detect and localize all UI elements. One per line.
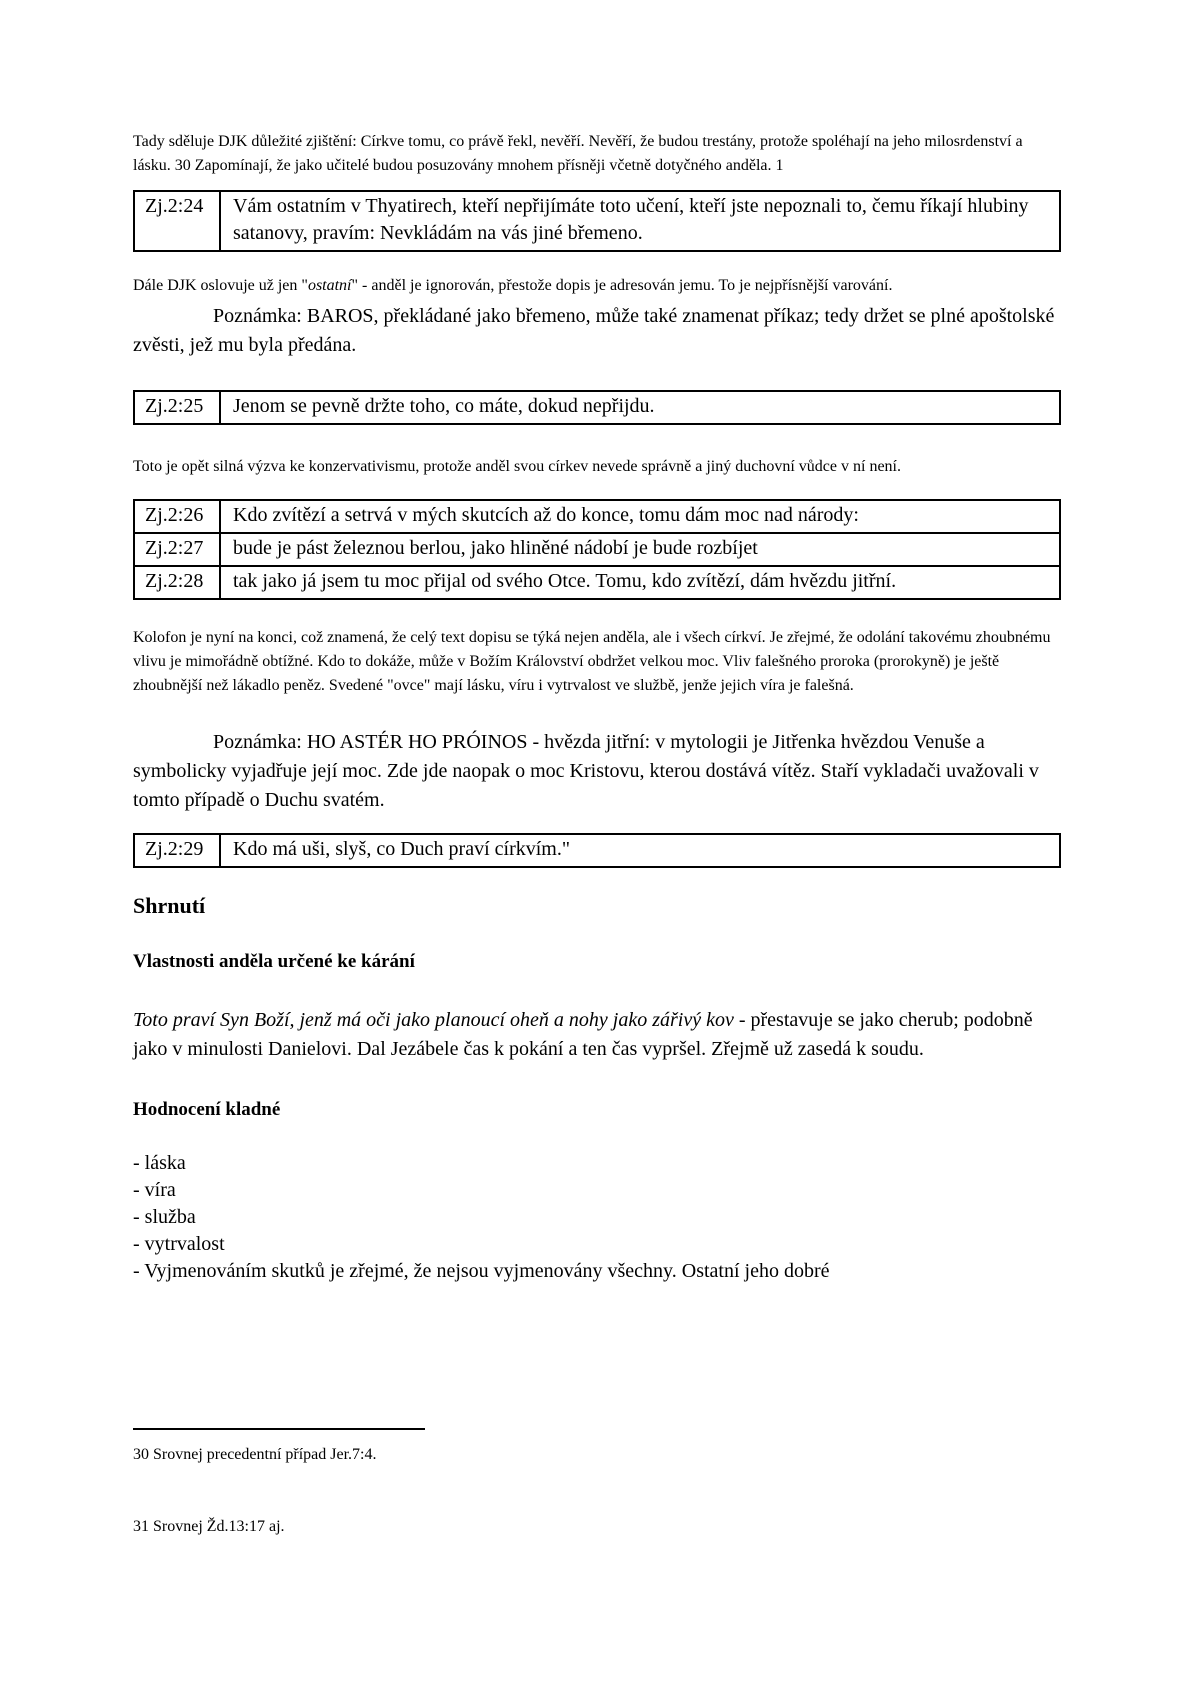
list-item: - služba (133, 1206, 196, 1228)
verse-table-zj-2-29 (133, 833, 1061, 868)
verse-ref: Zj.2:24 (134, 191, 220, 251)
verse-row (134, 191, 1060, 251)
dale-paragraph (133, 274, 1061, 298)
verse-row (134, 500, 1060, 533)
footnote-31: 31 Srovnej Žd.13:17 aj. (133, 1518, 285, 1535)
verse-ref: Zj.2:29 (134, 834, 220, 867)
list-item: - Vyjmenováním skutků je zřejmé, že nejsou vyjmenovány všechny. Ostatní jeho dobré (133, 1260, 830, 1282)
footnotes-section (133, 1428, 1061, 1538)
summary-subheading-vlastnosti: Vlastnosti anděla určené ke kárání (133, 951, 415, 972)
summary-body-italic: Toto praví Syn Boží, jenž má oči jako planoucí oheň a nohy jako zářivý kov (133, 1009, 734, 1031)
verse-table-zj-2-26-28 (133, 499, 1061, 600)
list-item: - víra (133, 1179, 176, 1201)
summary-body-rest: - přestavuje se jako cherub; podobně jako v minulosti Danielovi. Dal Jezábele čas k pokání a ten čas vypršel. Zřejmě už zasedá k soudu. (133, 1009, 1033, 1060)
verse-text: bude je pást železnou berlou, jako hliněné nádobí je bude rozbíjet (220, 533, 1060, 566)
verse-ref: Zj.2:28 (134, 566, 220, 599)
kolofon-paragraph: Kolofon je nyní na konci, což znamená, že celý text dopisu se týká nejen anděla, ale i všech církví. Je zřejmé, že odolání takovému zhoubnému vlivu je mimořádně obtížné. Kdo to dokáže, může v Božím Království obdržet velkou moc. Vliv falešného proroka (prorokyně) je ještě zhoubnější než lákadlo peněz. Svedené "ovce" mají lásku, víru i vytrvalost ve službě, jenže jejich víra je falešná. (133, 629, 1051, 694)
footnote-separator (133, 1428, 425, 1430)
verse-table-zj-2-25 (133, 390, 1061, 425)
list-item: - láska (133, 1152, 186, 1174)
dale-suffix: " - anděl je ignorován, přestože dopis je adresován jemu. To je nejpřísnější varování. (351, 277, 893, 294)
verse-row (134, 391, 1060, 424)
verse-text: Vám ostatním v Thyatirech, kteří nepřijímáte toto učení, kteří jste nepoznali to, čemu říkají hlubiny satanovy, pravím: Nevkládám na vás jiné břemeno. (220, 191, 1060, 251)
verse-ref: Zj.2:27 (134, 533, 220, 566)
verse-row (134, 533, 1060, 566)
positive-traits-list (133, 1150, 1061, 1285)
verse-text: Kdo zvítězí a setrvá v mých skutcích až do konce, tomu dám moc nad národy: (220, 500, 1060, 533)
verse-text: Kdo má uši, slyš, co Duch praví církvím." (220, 834, 1060, 867)
poznamka-baros-paragraph: Poznámka: BAROS, překládané jako břemeno, může také znamenat příkaz; tedy držet se plné apoštolské zvěsti, jež mu byla předána. (133, 305, 1055, 356)
verse-ref: Zj.2:26 (134, 500, 220, 533)
verse-text: Jenom se pevně držte toho, co máte, dokud nepřijdu. (220, 391, 1060, 424)
toto-vyzva-paragraph: Toto je opět silná výzva ke konzervativismu, protože anděl svou církev nevede správně a jiný duchovní vůdce v ní není. (133, 458, 901, 475)
verse-ref: Zj.2:25 (134, 391, 220, 424)
verse-table-zj-2-24 (133, 190, 1061, 252)
verse-row (134, 566, 1060, 599)
summary-subheading-hodnoceni: Hodnocení kladné (133, 1099, 281, 1120)
poznamka-aster-paragraph: Poznámka: HO ASTÉR HO PRÓINOS - hvězda jitřní: v mytologii je Jitřenka hvězdou Venuše a symbolicky vyjadřuje její moc. Zde jde naopak o moc Kristovu, kterou dostává vítěz. Staří vykladači uvažovali v tomto případě o Duchu svatém. (133, 731, 1039, 811)
dale-prefix: Dále DJK oslovuje už jen " (133, 277, 308, 294)
verse-row (134, 834, 1060, 867)
dale-italic-term: ostatní (307, 277, 352, 294)
list-item: - vytrvalost (133, 1233, 225, 1255)
verse-text: tak jako já jsem tu moc přijal od svého Otce. Tomu, kdo zvítězí, dám hvězdu jitřní. (220, 566, 1060, 599)
intro-paragraph: Tady sděluje DJK důležité zjištění: Církve tomu, co právě řekl, nevěří. Nevěří, že budou trestány, protože spoléhají na jeho milosrdenství a lásku. 30 Zapomínají, že jako učitelé budou posuzovány mnohem přísněji včetně dotyčného anděla. 1 (133, 133, 1023, 174)
footnote-30: 30 Srovnej precedentní případ Jer.7:4. (133, 1446, 377, 1463)
document-body (133, 0, 1061, 1285)
summary-heading: Shrnutí (133, 893, 206, 918)
summary-body-paragraph (133, 1006, 1061, 1064)
